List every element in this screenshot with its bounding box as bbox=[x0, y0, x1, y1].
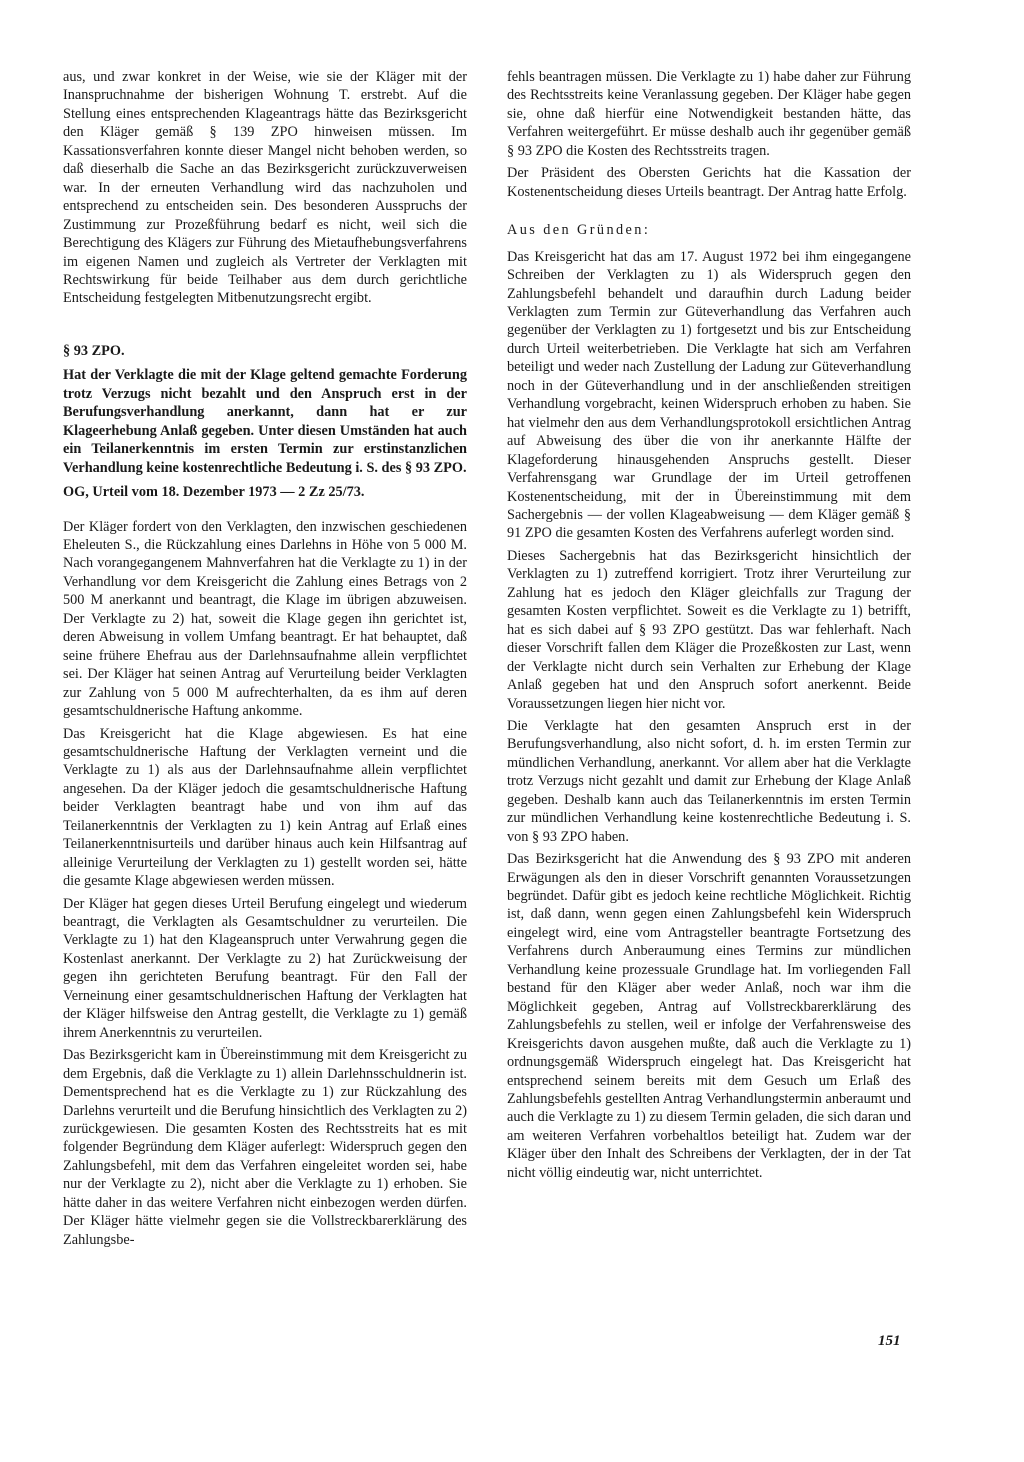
headnote: Hat der Verklagte die mit der Klage geltend gemachte Forderung trotz Verzugs nicht bezahlt und den Anspruch erst in der Berufungsverhandlung anerkannt, dann hat er zur Klageerhebung Anlaß gegeben. Unter diesen Umständen hat auch ein Teilanerkenntnis im ersten Termin zur erstinstanzlichen Verhandlung keine kostenrechtliche Bedeutung i. S. des § 93 ZPO. bbox=[63, 367, 467, 476]
right-column bbox=[507, 68, 911, 1186]
paragraph: Die Verklagte hat den gesamten Anspruch erst in der Berufungsverhandlung, also nicht sofort, d. h. im ersten Termin zur mündlichen Verhandlung, anerkannt. Vor allem aber hat die Verklagte trotz Verzugs nicht gezahlt und damit zur Erhebung der Klage Anlaß gegeben. Deshalb kann auch das Teilanerkenntnis im ersten Termin zur mündlichen Verhandlung keine kostenrechtliche Bedeutung i. S. von § 93 ZPO haben. bbox=[507, 717, 911, 845]
paragraph: Dieses Sachergebnis hat das Bezirksgericht hinsichtlich der Verklagten zu 1) zutreffend korrigiert. Trotz ihrer Verurteilung zur Zahlung hat es jedoch den Kläger gleichfalls zur Tragung der gesamten Kosten verpflichtet. Soweit es die Verklagte zu 1) betrifft, hat es sich dabei auf § 93 ZPO gestützt. Das war fehlerhaft. Nach dieser Vorschrift fallen dem Kläger die Prozeßkosten zur Last, wenn der Verklagte nicht durch sein Verhalten zur Erhebung der Klage Anlaß gegeben hat und den Anspruch sofort anerkennt. Beide Voraussetzungen liegen hier nicht vor. bbox=[507, 547, 911, 712]
section-heading: § 93 ZPO. bbox=[63, 342, 125, 359]
paragraph: Der Kläger fordert von den Verklagten, den inzwischen geschiedenen Eheleuten S., die Rückzahlung eines Darlehns in Höhe von 5 000 M. Nach vorangegangenem Mahnverfahren hat die Verklagte zu 1) in der Verhandlung vor dem Kreisgericht die Zahlung eines Betrags von 2 500 M anerkannt und beantragt, die Klage im übrigen abzuweisen. Der Verklagte zu 2) hat, soweit die Klage gegen ihn gerichtet ist, deren Abweisung in vollem Umfang beantragt. Er hat behauptet, daß seine frühere Ehefrau aus der Darlehnsaufnahme allein verpflichtet sei. Der Kläger hat seinen Antrag auf Verurteilung beider Verklagten zur Zahlung von 5 000 M aufrechterhalten, da es ihm auf deren gesamtschuldnerische Haftung ankomme. bbox=[63, 518, 467, 720]
court-citation: OG, Urteil vom 18. Dezember 1973 — 2 Zz 25/73. bbox=[63, 484, 365, 501]
paragraph: aus, und zwar konkret in der Weise, wie sie der Kläger mit der Inanspruchnahme der bisherigen Wohnung T. erstrebt. Auf die Stellung eines entsprechenden Klageantrags hätte das Bezirksgericht den Kläger gemäß § 139 ZPO hinweisen müssen. Im Kassationsverfahren konnte dieser Mangel nicht behoben werden, so daß dieserhalb die Sache an das Bezirksgericht zurückzuverweisen war. In der erneuten Verhandlung wird das nachzuholen und entsprechend zu entscheiden sein. Des besonderen Ausspruchs der Zustimmung zur Prozeßführung bedarf es nicht, weil sich die Berechtigung des Klägers zur Führung des Mietaufhebungsverfahrens im eigenen Namen und zugleich als Vertreter der Verklagten mit Rechtswirkung für beide Teilhaber aus dem durch gerichtliche Entscheidung festgelegten Mitbenutzungsrecht ergibt. bbox=[63, 69, 467, 307]
paragraph: Das Kreisgericht hat das am 17. August 1972 bei ihm eingegangene Schreiben der Verklagten zu 1) als Widerspruch gegen den Zahlungsbefehl behandelt und daraufhin durch Ladung beider Verklagten zum Termin zur Güteverhandlung das Verfahren auch gegenüber der Verklagten zu 1) fortgesetzt und bis zur Entscheidung durch Urteil weiterbetrieben. Die Verklagte hat sich am Verfahren beteiligt und weder nach Zustellung der Ladung zur Güteverhandlung noch in der Güteverhandlung und in der anschließenden streitigen Verhandlung vorgebracht, keinen Widerspruch erhoben zu haben. Sie hat vielmehr den aus dem Verhandlungsprotokoll ersichtlichen Antrag auf Abweisung des über die von ihr anerkannte Hälfte der Klageforderung hinausgehenden Anspruchs gestellt. Dieser Verfahrensgang war Grundlage der im Urteil getroffenen Kostenentscheidung, mit der in Übereinstimmung mit dem Sachergebnis — der vollen Klageabweisung — dem Kläger gemäß § 91 ZPO die gesamten Kosten des Verfahrens auferlegt worden sind. bbox=[507, 248, 911, 542]
left-column bbox=[63, 68, 467, 1253]
paragraph: Der Präsident des Obersten Gerichts hat die Kassation der Kostenentscheidung dieses Urteils beantragt. Der Antrag hatte Erfolg. bbox=[507, 165, 911, 200]
reasons-heading: Aus den Gründen: bbox=[507, 222, 651, 239]
paragraph: Der Kläger hat gegen dieses Urteil Berufung eingelegt und wiederum beantragt, die Verklagten als Gesamtschuldner zu verurteilen. Die Verklagte zu 1) hat den Klageanspruch unter Verwahrung gegen die Kostenlast anerkannt. Der Verklagte zu 2) hat Zurückweisung der gegen ihn gerichteten Berufung beantragt. Für den Fall der Verneinung einer gesamtschuldnerischen Haftung der Verklagten hat der Kläger hilfsweise den Antrag gestellt, die Verklagte zu 1) gemäß ihrem Anerkenntnis zu verurteilen. bbox=[63, 895, 467, 1041]
paragraph: Das Bezirksgericht hat die Anwendung des § 93 ZPO mit anderen Erwägungen als den in dieser Vorschrift genannten Voraussetzungen begründet. Dafür gibt es jedoch keine rechtliche Möglichkeit. Richtig ist, daß dann, wenn gegen einen Zahlungsbefehl kein Widerspruch eingelegt wird, eine vom Antragsteller beantragte Fortsetzung des Verfahrens durch Anberaumung eines Termins zur mündlichen Verhandlung keine prozessuale Grundlage hat. Im vorliegenden Fall bestand für den Kläger aber weder Anlaß, noch war ihm die Möglichkeit gegeben, Antrag auf Vollstreckbarerklärung des Zahlungsbefehls zu stellen, weil er infolge der Verfahrensweise des Kreisgerichts davon ausgehen mußte, daß auch die Verklagte zu 1) ordnungsgemäß Widerspruch eingelegt hat. Das Kreisgericht hat entsprechend seinem bereits mit dem Gesuch um Erlaß des Zahlungsbefehls gestellten Antrag Verhandlungstermin anberaumt und auch die Verklagte zu 1) zu diesem Termin geladen, die sich daran und am weiteren Verfahren vorbehaltlos beteiligt hat. Zudem war der Kläger über den Inhalt des Schreibens der Verklagten, der in der Tat nicht völlig eindeutig war, nicht unterrichtet. bbox=[507, 851, 911, 1181]
paragraph: fehls beantragen müssen. Die Verklagte zu 1) habe daher zur Führung des Rechtsstreits keine Veranlassung gegeben. Der Kläger habe gegen sie, ohne daß hierfür eine Notwendigkeit bestanden hätte, das Verfahren weitergeführt. Er müsse deshalb auch ihr gegenüber gemäß § 93 ZPO die Kosten des Rechtsstreits tragen. bbox=[507, 69, 911, 159]
page-number: 151 bbox=[878, 1333, 901, 1349]
paragraph: Das Bezirksgericht kam in Übereinstimmung mit dem Kreisgericht zu dem Ergebnis, daß die Verklagte zu 1) allein Darlehnsschuldnerin ist. Dementsprechend hat es die Verklagte zu 1) zur Rückzahlung des Darlehns verurteilt und die Berufung hinsichtlich des Verklagten zu 2) zurückgewiesen. Die gesamten Kosten des Rechtsstreits hat es mit folgender Begründung dem Kläger auferlegt: Widerspruch gegen den Zahlungsbefehl, mit dem das Verfahren eingeleitet worden sei, habe nur der Verklagte zu 2), nicht aber die Verklagte zu 1) erhoben. Sie hätte daher in das weitere Verfahren nicht einbezogen werden dürfen. Der Kläger hätte vielmehr gegen sie die Vollstreckbarerklärung des Zahlungsbe- bbox=[63, 1047, 467, 1248]
paragraph: Das Kreisgericht hat die Klage abgewiesen. Es hat eine gesamtschuldnerische Haftung der Verklagten verneint und die Verklagte zu 1) als aus der Darlehnsaufnahme allein verpflichtet angesehen. Da der Kläger jedoch die gesamtschuldnerische Haftung beider Verklagten beantragt habe und von ihm auf das Teilanerkenntnis der Verklagten zu 1) kein Antrag auf Erlaß eines Teilanerkenntnisurteils und darüber hinaus auch kein Hilfsantrag auf alleinige Verurteilung der Verklagten zu 1) gestellt worden sei, hätte die gesamte Klage abgewiesen werden müssen. bbox=[63, 725, 467, 890]
